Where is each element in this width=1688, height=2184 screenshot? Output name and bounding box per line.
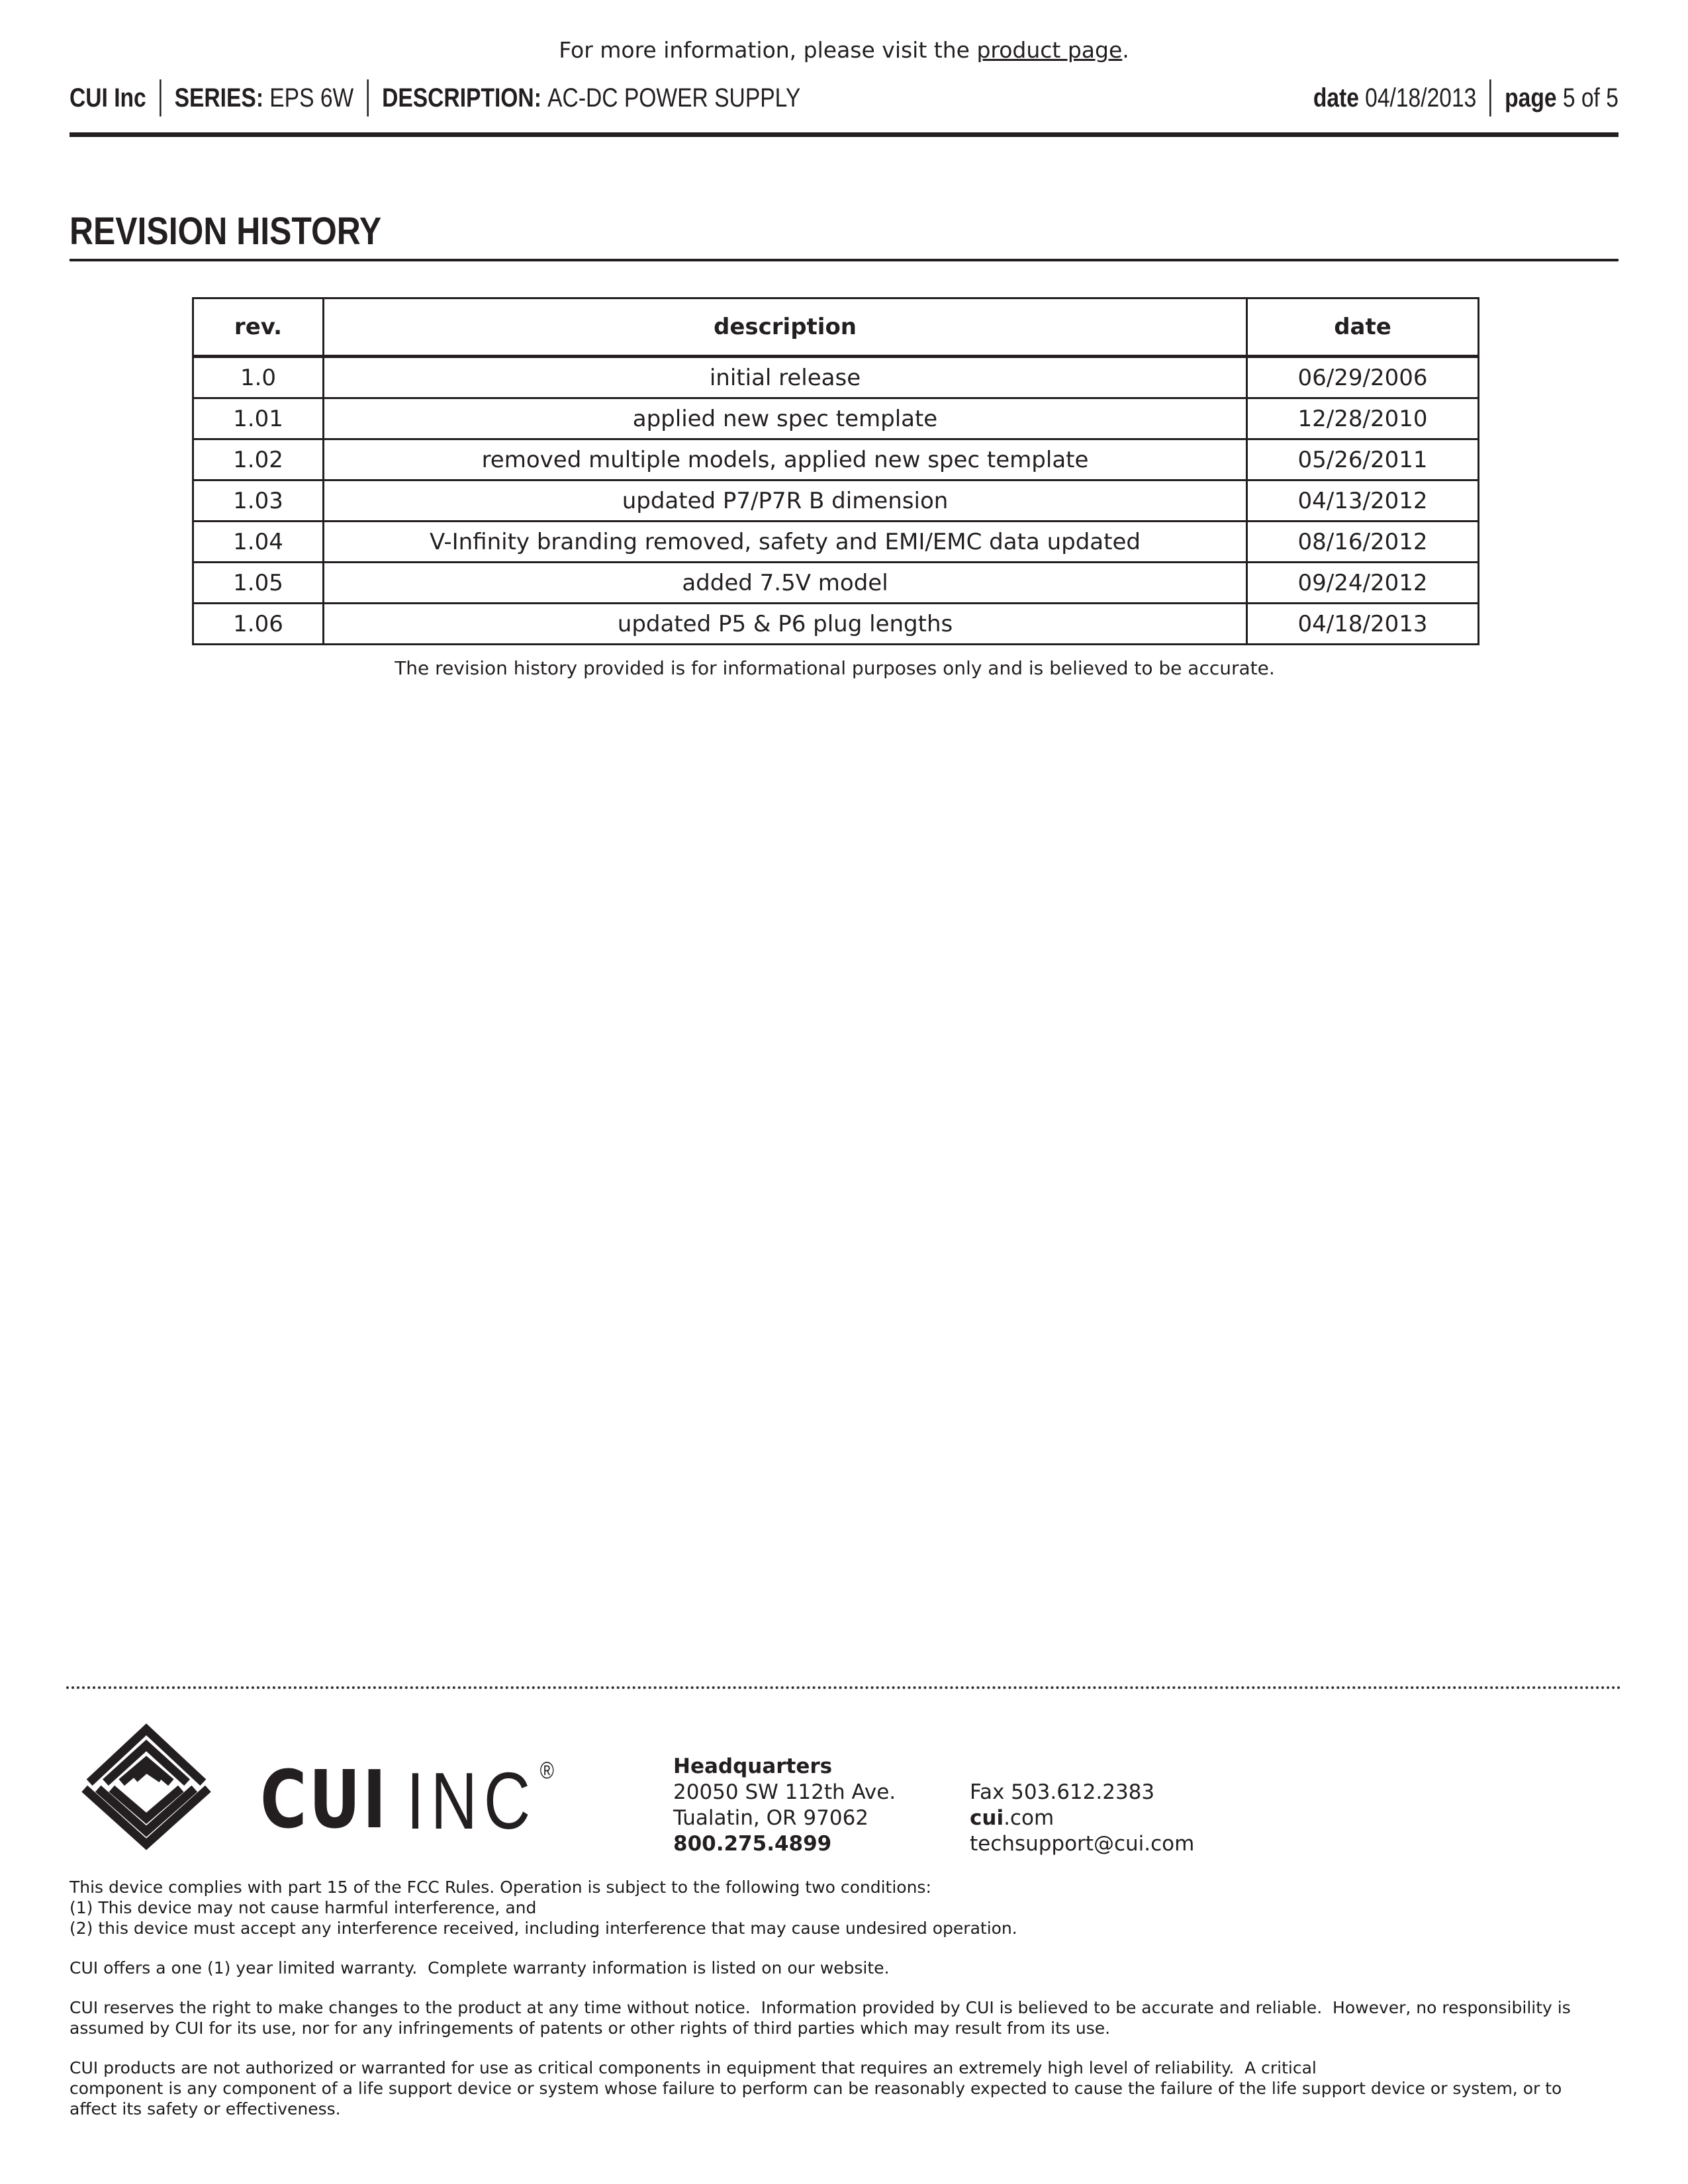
revision-table-body <box>193 357 1479 645</box>
legal-line: affect its safety or effectiveness. <box>70 2099 341 2118</box>
legal-line: This device complies with part 15 of the FCC Rules. Operation is subject to the following two conditions: <box>70 1878 931 1897</box>
top-note-prefix: For more information, please visit the <box>559 37 977 63</box>
description-cell: initial release <box>324 357 1247 398</box>
table-header-row <box>193 298 1479 357</box>
description-cell: removed multiple models, applied new spec template <box>324 439 1247 480</box>
header-left-group <box>70 79 800 116</box>
legal-line: CUI products are not authorized or warranted for use as critical components in equipment that requires an extremely high level of reliability. A critical <box>70 2058 1317 2077</box>
legal-paragraph <box>70 2058 1648 2119</box>
date-cell: 04/18/2013 <box>1247 604 1479 645</box>
header-right-group <box>1313 79 1618 116</box>
legal-paragraph <box>70 1877 1648 1938</box>
date-cell: 04/13/2012 <box>1247 480 1479 522</box>
support-email-link[interactable]: techsupport@cui.com <box>970 1832 1195 1856</box>
registered-trademark-icon: ® <box>539 1756 554 1784</box>
date-cell: 12/28/2010 <box>1247 398 1479 439</box>
header-bar <box>70 77 1618 119</box>
hq-phone: 800.275.4899 <box>673 1832 832 1856</box>
description-label: DESCRIPTION: <box>382 83 541 113</box>
rev-cell: 1.02 <box>193 439 324 480</box>
legal-line: assumed by CUI for its use, nor for any infringements of patents or other rights of third parties which may result from its use. <box>70 2019 1111 2038</box>
table-note: The revision history provided is for informational purposes only and is believed to be accurate. <box>395 657 1275 679</box>
fax-line: Fax 503.612.2383 <box>970 1780 1155 1804</box>
description-cell: updated P5 & P6 plug lengths <box>324 604 1247 645</box>
table-row <box>193 480 1479 522</box>
table-row <box>193 439 1479 480</box>
legal-line: CUI offers a one (1) year limited warranty. Complete warranty information is listed on our website. <box>70 1958 890 1978</box>
header-rule <box>70 132 1618 137</box>
company-logo <box>63 1721 628 1850</box>
page-label: page <box>1505 83 1557 113</box>
table-row <box>193 357 1479 398</box>
page-value: 5 of 5 <box>1562 83 1618 113</box>
table-row <box>193 604 1479 645</box>
website-link[interactable] <box>970 1805 1194 1831</box>
description-cell: applied new spec template <box>324 398 1247 439</box>
logo-wordmark <box>260 1754 554 1846</box>
table-row <box>193 398 1479 439</box>
table-row <box>193 522 1479 563</box>
header-divider <box>1490 79 1492 116</box>
revision-table <box>192 297 1479 645</box>
page-title: REVISION HISTORY <box>70 210 382 253</box>
col-header-description: description <box>324 298 1247 357</box>
header-divider <box>160 79 162 116</box>
col-header-date: date <box>1247 298 1479 357</box>
headquarters-block <box>673 1754 896 1857</box>
description-cell: V-Infinity branding removed, safety and EMI/EMC data updated <box>324 522 1247 563</box>
top-note <box>0 37 1688 63</box>
contact-block <box>970 1780 1194 1857</box>
top-note-suffix: . <box>1122 37 1129 63</box>
legal-paragraph <box>70 1958 1648 1978</box>
date-cell: 08/16/2012 <box>1247 522 1479 563</box>
rev-cell: 1.06 <box>193 604 324 645</box>
legal-line: (1) This device may not cause harmful interference, and <box>70 1898 537 1917</box>
rev-cell: 1.05 <box>193 563 324 604</box>
website-rest-part: .com <box>1004 1806 1055 1830</box>
dotted-separator <box>66 1686 1622 1689</box>
rev-cell: 1.04 <box>193 522 324 563</box>
title-rule <box>70 259 1618 261</box>
legal-paragraph <box>70 1997 1648 2038</box>
date-cell: 09/24/2012 <box>1247 563 1479 604</box>
date-cell: 05/26/2011 <box>1247 439 1479 480</box>
table-row <box>193 563 1479 604</box>
date-label: date <box>1313 83 1360 113</box>
rev-cell: 1.01 <box>193 398 324 439</box>
website-bold-part: cui <box>970 1806 1004 1830</box>
hq-address-line1: 20050 SW 112th Ave. <box>673 1780 896 1804</box>
hq-address-line2: Tualatin, OR 97062 <box>673 1806 869 1830</box>
legal-line: CUI reserves the right to make changes to the product at any time without notice. Information provided by CUI is believed to be accurate and reliable. However, no responsibility is <box>70 1998 1571 2017</box>
rev-cell: 1.0 <box>193 357 324 398</box>
logo-text-inc: INC <box>406 1756 537 1846</box>
brand-name: CUI Inc <box>70 83 146 113</box>
legal-line: component is any component of a life support device or system whose failure to perform can be reasonably expected to cause the failure of the life support device or system, or to <box>70 2079 1562 2098</box>
date-cell: 06/29/2006 <box>1247 357 1479 398</box>
date-value: 04/18/2013 <box>1365 83 1477 113</box>
rev-cell: 1.03 <box>193 480 324 522</box>
logo-text-cui: CUI <box>260 1754 389 1846</box>
revision-history-section <box>192 297 1477 679</box>
legal-line: (2) this device must accept any interference received, including interference that may cause undesired operation. <box>70 1919 1017 1938</box>
col-header-rev: rev. <box>193 298 324 357</box>
legal-text <box>70 1877 1648 2138</box>
header-divider <box>367 79 369 116</box>
product-page-link[interactable]: product page <box>976 37 1123 63</box>
series-label: SERIES: <box>174 83 264 113</box>
cui-diamond-logo-icon <box>63 1721 230 1850</box>
description-cell: updated P7/P7R B dimension <box>324 480 1247 522</box>
description-value: AC-DC POWER SUPPLY <box>547 83 801 113</box>
description-cell: added 7.5V model <box>324 563 1247 604</box>
hq-title: Headquarters <box>673 1754 833 1778</box>
series-value: EPS 6W <box>269 83 354 113</box>
